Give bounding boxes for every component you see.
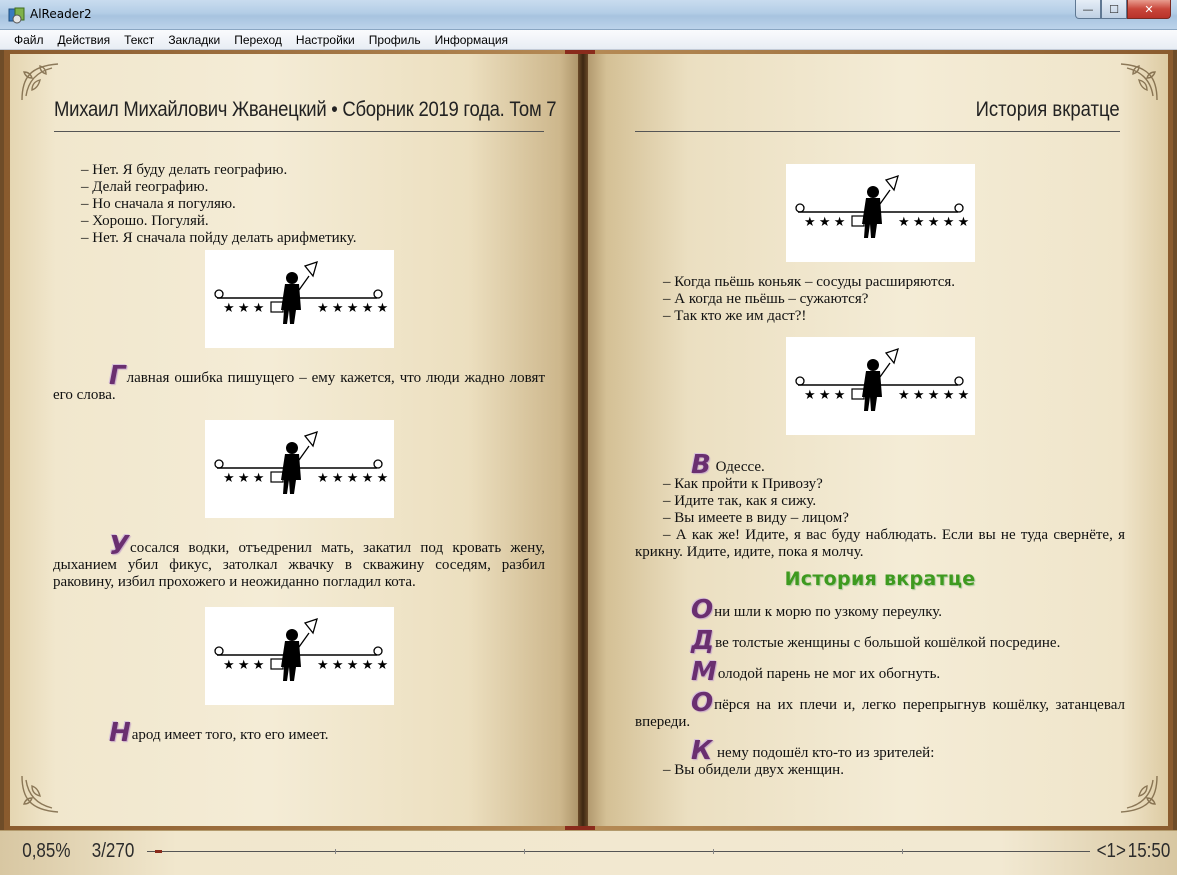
dialog-line: – Вы обидели двух женщин.: [663, 762, 844, 778]
drop-cap: У: [109, 531, 130, 561]
menu-settings[interactable]: Настройки: [295, 32, 355, 47]
menu-info[interactable]: Информация: [434, 32, 509, 47]
menu-file[interactable]: Файл: [14, 32, 44, 47]
drop-cap: Г: [109, 361, 126, 391]
minimize-button[interactable]: —: [1075, 0, 1101, 19]
dialog-line: – Как пройти к Привозу?: [663, 476, 823, 492]
bookmark-ribbon: [565, 50, 595, 54]
tightrope-walker-icon: [786, 337, 975, 435]
book-spine: [578, 50, 588, 830]
svg-text:★ ★ ★ ★ ★: ★ ★ ★ ★ ★: [316, 470, 388, 485]
app-icon: [8, 6, 26, 24]
chapter-indicator: <1>: [1096, 840, 1126, 862]
drop-cap: М: [691, 657, 717, 687]
drop-cap: К: [691, 736, 713, 766]
corner-ornament-icon: [1117, 60, 1161, 104]
drop-cap: Н: [109, 718, 131, 748]
progress-track[interactable]: [147, 851, 1090, 852]
paragraph-text: лавная ошибка пишущего – ему кажется, что люди жадно ловят его слова.: [53, 370, 545, 403]
corner-ornament-icon: [18, 772, 62, 816]
menu-text[interactable]: Текст: [124, 32, 155, 47]
drop-cap: О: [691, 595, 714, 625]
paragraph: [635, 688, 1125, 731]
svg-text:★ ★ ★: ★ ★ ★: [222, 470, 264, 485]
paragraph: [635, 450, 1125, 480]
dialog-line: – А как же! Идите, я вас буду наблюдать. Если вы не туда свернёте, я крикну. Идите, идите, пока я молчу.: [635, 527, 1125, 560]
progress-indicator[interactable]: [155, 850, 162, 853]
illustration: [786, 337, 975, 435]
left-page[interactable]: [10, 54, 583, 826]
paragraph-text: сосался водки, отъедренил мать, закатил под кровать жену, дыханием убил фикус, затолкал жвачку в скважину соседям, разбил раковину, избил прохожего и неожиданно погладил кота.: [53, 540, 545, 590]
svg-text:★ ★ ★ ★ ★: ★ ★ ★ ★ ★: [897, 214, 969, 229]
svg-text:★ ★ ★: ★ ★ ★: [803, 214, 845, 229]
progress-tick: [713, 849, 714, 854]
paragraph-text: ве толстые женщины с большой кошёлкой посредине.: [715, 635, 1061, 651]
paragraph: [53, 361, 545, 404]
menu-bookmarks[interactable]: Закладки: [168, 32, 221, 47]
progress-tick: [902, 849, 903, 854]
dialog-line: – Но сначала я погуляю.: [81, 196, 236, 212]
menu-bar: [0, 30, 1177, 50]
drop-cap: Д: [691, 626, 715, 656]
paragraph-text: ни шли к морю по узкому переулку.: [714, 604, 943, 620]
dialog-line: – Хорошо. Погуляй.: [81, 213, 209, 229]
dialog-line: – Делай географию.: [81, 179, 209, 195]
paragraph: [53, 531, 545, 591]
maximize-button[interactable]: ☐: [1101, 0, 1127, 19]
illustration: [205, 250, 394, 348]
tightrope-walker-icon: [205, 420, 394, 518]
tightrope-walker-icon: [205, 607, 394, 705]
title-bar: [0, 0, 1177, 30]
page-counter: 3/270: [91, 840, 135, 862]
illustration: [205, 607, 394, 705]
paragraph: [53, 718, 545, 748]
drop-cap: О: [691, 688, 714, 718]
svg-text:★ ★ ★: ★ ★ ★: [803, 387, 845, 402]
window-title: AlReader2: [30, 7, 92, 21]
svg-text:★ ★ ★ ★ ★: ★ ★ ★ ★ ★: [316, 300, 388, 315]
svg-text:★ ★ ★: ★ ★ ★: [222, 657, 264, 672]
menu-goto[interactable]: Переход: [234, 32, 282, 47]
right-page-content: [635, 164, 1125, 779]
status-bar: [0, 830, 1177, 875]
paragraph: [635, 657, 1125, 687]
right-page[interactable]: [583, 54, 1168, 826]
progress-tick: [524, 849, 525, 854]
paragraph-text: арод имеет того, кто его имеет.: [131, 727, 329, 743]
svg-text:★ ★ ★ ★ ★: ★ ★ ★ ★ ★: [316, 657, 388, 672]
paragraph-text: олодой парень не мог их обогнуть.: [717, 666, 941, 682]
illustration: [205, 420, 394, 518]
paragraph: [635, 595, 1125, 625]
drop-cap: В: [691, 450, 711, 480]
progress-tick: [335, 849, 336, 854]
chapter-title: История вкратце: [784, 568, 976, 590]
svg-text:★ ★ ★: ★ ★ ★: [222, 300, 264, 315]
tightrope-walker-icon: [205, 250, 394, 348]
book-view[interactable]: [0, 50, 1177, 830]
book-author-title-header: Михаил Михайлович Жванецкий • Сборник 2019 года. Том 7: [54, 98, 544, 132]
left-page-content: [53, 162, 545, 748]
dialog-line: – Нет. Я сначала пойду делать арифметику.: [81, 230, 357, 246]
paragraph-text: Одессе.: [715, 459, 765, 475]
dialog-line: – А когда не пьёшь – сужаются?: [663, 291, 869, 307]
chapter-header: История вкратце: [635, 98, 1120, 132]
illustration: [786, 164, 975, 262]
dialog-line: – Вы имеете в виду – лицом?: [663, 510, 849, 526]
read-percent: 0,85%: [22, 840, 71, 862]
dialog-line: – Когда пьёшь коньяк – сосуды расширяются.: [663, 274, 956, 290]
close-button[interactable]: ✕: [1127, 0, 1171, 19]
dialog-line: – Нет. Я буду делать географию.: [81, 162, 288, 178]
menu-profile[interactable]: Профиль: [368, 32, 421, 47]
paragraph: [635, 736, 1125, 766]
paragraph-text: нему подошёл кто-то из зрителей:: [717, 745, 935, 761]
dialog-line: – Так кто же им даст?!: [663, 308, 807, 324]
tightrope-walker-icon: [786, 164, 975, 262]
paragraph: [635, 626, 1125, 656]
menu-actions[interactable]: Действия: [57, 32, 111, 47]
svg-text:★ ★ ★ ★ ★: ★ ★ ★ ★ ★: [897, 387, 969, 402]
dialog-line: – Идите так, как я сижу.: [663, 493, 817, 509]
clock: 15:50: [1127, 840, 1171, 862]
paragraph-text: пёрся на их плечи и, легко перепрыгнув кошёлку, затанцевал впереди.: [635, 697, 1125, 730]
